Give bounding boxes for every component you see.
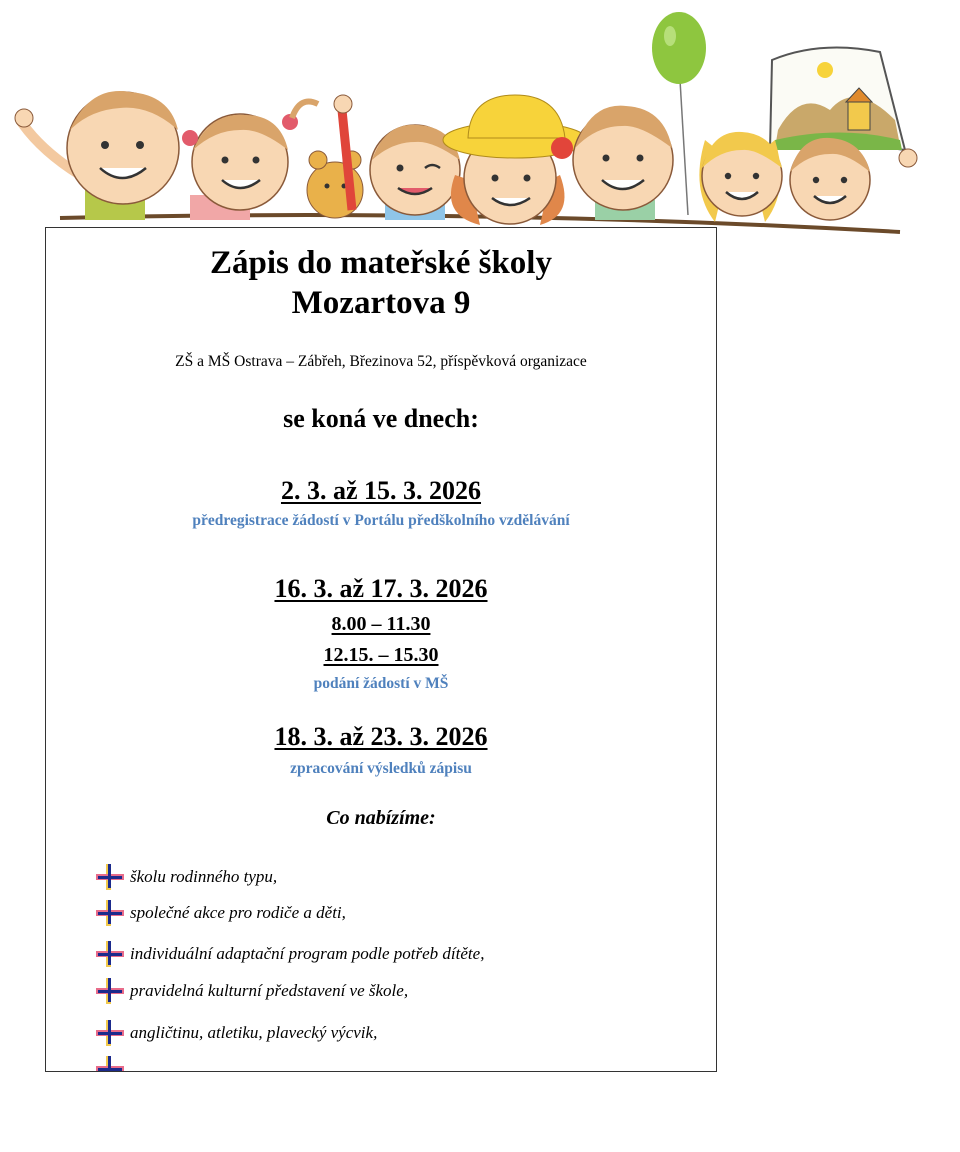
enrollment-flyer	[45, 227, 717, 1072]
cross-bullet-icon	[94, 862, 128, 892]
period-2-note: podání žádostí v MŠ	[313, 675, 449, 692]
list-item-text: pravidelná kulturní představení ve škole,	[130, 981, 409, 1000]
period-1-note: předregistrace žádostí v Portálu předškolního vzdělávání	[192, 512, 570, 529]
cross-bullet-icon	[94, 1018, 128, 1048]
flyer-title-line2: Mozartova 9	[291, 285, 471, 321]
period-2-date: 16. 3. až 17. 3. 2026	[274, 574, 488, 603]
list-item-text: angličtinu, atletiku, plavecký výcvik,	[130, 1023, 378, 1042]
list-item-text: školu rodinného typu,	[130, 867, 278, 886]
period-2-time-2: 12.15. – 15.30	[323, 644, 439, 666]
cross-bullet-icon	[94, 939, 128, 969]
flyer-title-line1: Zápis do mateřské školy	[210, 245, 552, 281]
period-3-date: 18. 3. až 23. 3. 2026	[274, 722, 488, 751]
cross-bullet-icon	[94, 898, 128, 928]
list-item-text: individuální adaptační program podle potřeb dítěte,	[130, 944, 485, 963]
organization-name: ZŠ a MŠ Ostrava – Zábřeh, Březinova 52, příspěvková organizace	[175, 353, 587, 370]
dates-subheading: se koná ve dnech:	[283, 404, 479, 433]
period-2-time-1: 8.00 – 11.30	[331, 613, 431, 635]
cross-bullet-icon	[94, 1054, 128, 1072]
children-banner-image	[0, 0, 960, 240]
drawing-icon	[770, 48, 905, 151]
list-item-text: společné akce pro rodiče a děti,	[130, 903, 346, 922]
period-3-note: zpracování výsledků zápisu	[290, 760, 472, 777]
offer-heading: Co nabízíme:	[326, 807, 436, 829]
cross-bullet-icon	[94, 976, 128, 1006]
period-1-date: 2. 3. až 15. 3. 2026	[280, 476, 482, 505]
